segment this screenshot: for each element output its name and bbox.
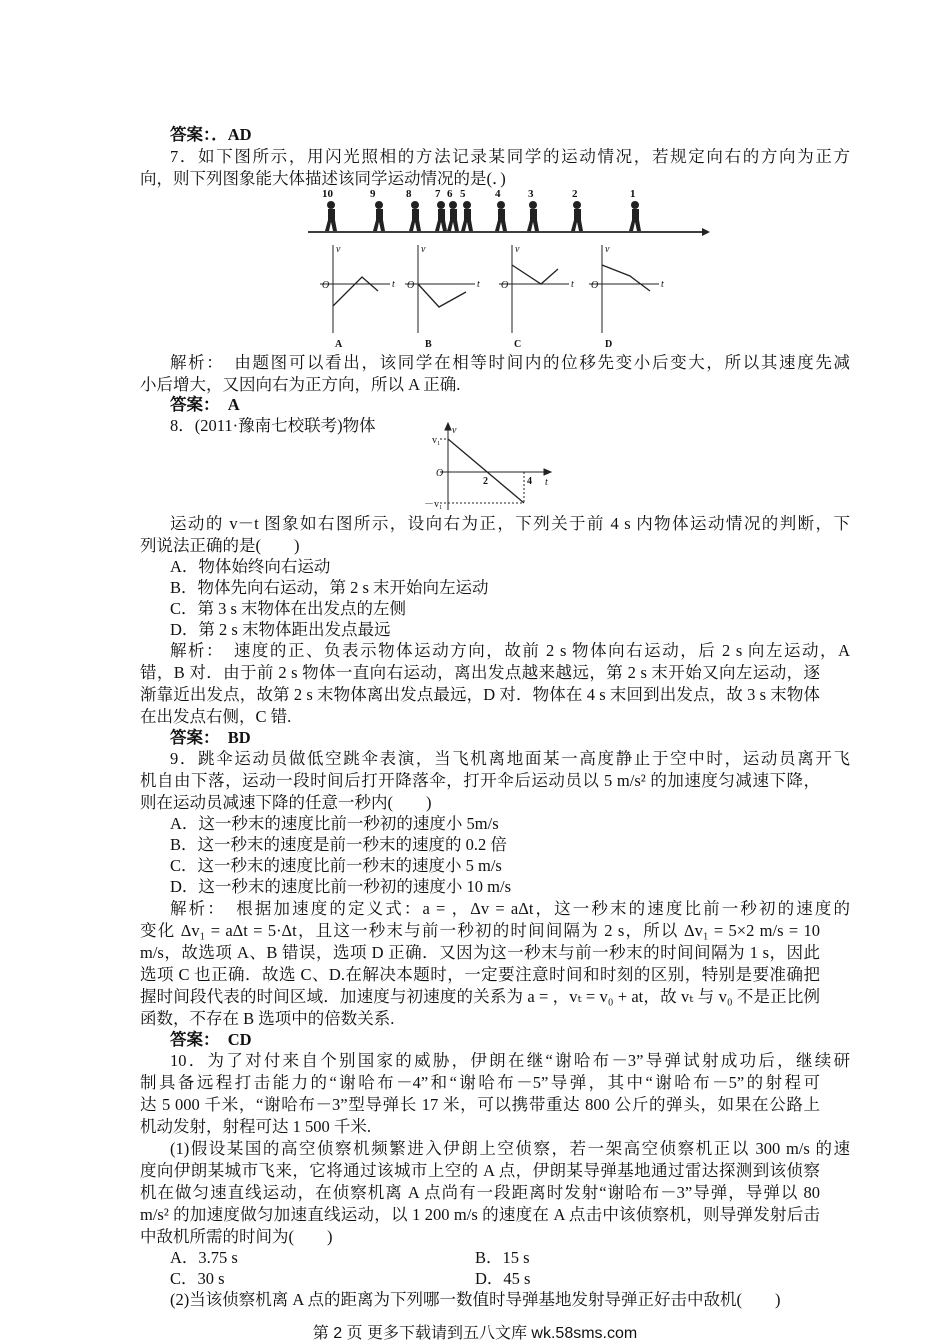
- question-10-part1-line-5: 中敌机所需的时间为( ): [140, 1227, 333, 1246]
- analysis-8-line-3: 渐靠近出发点，故第 2 s 末物体离出发点最远，D 对．物体在 4 s 末回到出发点，故 3 s 末物体: [140, 685, 820, 704]
- flash-number: 9: [370, 188, 376, 200]
- svg-text:t: t: [392, 279, 395, 290]
- flash-number: 1: [630, 188, 636, 200]
- question-7-line-1: 7．如下图所示，用闪光照相的方法记录某同学的运动情况，若规定向右的方向为正方: [170, 147, 850, 166]
- question-10-part1-line-4: m/s² 的加速度做匀加速直线运动，以 1 200 m/s 的速度在 A 点击中该侦察机，则导弹发射后击: [140, 1205, 820, 1224]
- graph-option-c: C: [514, 339, 522, 350]
- svg-text:2: 2: [483, 476, 488, 487]
- runner-silhouettes: [325, 201, 641, 231]
- option-9c: C．这一秒末的速度比前一秒末的速度小 5 m/s: [170, 856, 502, 875]
- graph-option-a: A: [335, 339, 343, 350]
- svg-text:v₁: v₁: [432, 435, 441, 446]
- svg-text:v: v: [336, 244, 341, 255]
- question-10-part1-line-2: 度向伊朗某城市飞来，它将通过该城市上空的 A 点，伊朗某导弹基地通过雷达探测到该侦察: [140, 1161, 820, 1180]
- question-7-line-2: 向，则下列图象能大体描述该同学运动情况的是(．): [140, 169, 506, 188]
- option-9d: D．这一秒末的速度比前一秒初的速度小 10 m/s: [170, 877, 512, 896]
- svg-text:t: t: [477, 279, 480, 290]
- answer-6: 答案：．AD: [170, 125, 252, 144]
- graph-option-b: B: [425, 339, 432, 350]
- flash-number: 7: [435, 188, 441, 200]
- flash-number: 6: [447, 188, 453, 200]
- analysis-8-line-4: 在出发点右侧，C 错.: [140, 707, 292, 726]
- option-10b: B．15 s: [475, 1248, 530, 1267]
- svg-text:t: t: [571, 279, 574, 290]
- option-8d: D．第 2 s 末物体距出发点最远: [170, 620, 391, 639]
- option-10a: A．3.75 s: [170, 1248, 238, 1267]
- answer-7: 答案： A: [170, 395, 240, 414]
- svg-text:t: t: [661, 279, 664, 290]
- option-8b: B．物体先向右运动，第 2 s 末开始向左运动: [170, 578, 489, 597]
- svg-text:v: v: [421, 244, 426, 255]
- option-9a: A．这一秒末的速度比前一秒初的速度小 5m/s: [170, 814, 499, 833]
- svg-text:v: v: [515, 244, 520, 255]
- svg-text:4: 4: [527, 476, 532, 487]
- question-9-line-1: 9．跳伞运动员做低空跳伞表演，当飞机离地面某一高度静止于空中时，运动员离开飞: [170, 749, 850, 768]
- question-10-line-4: 机动发射，射程可达 1 500 千米.: [140, 1117, 371, 1136]
- option-10c: C．30 s: [170, 1269, 225, 1288]
- question-10-part2-text: (2)当该侦察机离 A 点的距离为下列哪一数值时导弹基地发射导弹正好击中敌机( ): [170, 1290, 781, 1309]
- flash-number: 4: [495, 188, 501, 200]
- option-10d: D．45 s: [475, 1269, 531, 1288]
- analysis-8-line-2: 错，B 对．由于前 2 s 物体一直向右运动，离出发点越来越远，第 2 s 末开始又向左运动，逐: [140, 663, 820, 682]
- flash-number: 10: [322, 188, 333, 200]
- analysis-9-line-5: 握时间段代表的时间区域．加速度与初速度的关系为 a = ，vₜ = v₀ + at，故 vₜ 与 v₀ 不是正比例: [140, 987, 820, 1006]
- option-8a: A．物体始终向右运动: [170, 557, 331, 576]
- answer-8: 答案： BD: [170, 728, 251, 747]
- svg-text:O: O: [322, 280, 330, 291]
- svg-text:t: t: [545, 477, 548, 488]
- question-10-line-1: 10．为了对付来自个别国家的威胁，伊朗在继“谢哈布－3”导弹试射成功后，继续研: [170, 1051, 850, 1070]
- question-10-part2: [170, 1289, 850, 1311]
- question-8-line-2: 列说法正确的是( ): [140, 536, 300, 555]
- analysis-9-line-4: 选项 C 也正确．故选 C、D.在解决本题时，一定要注意时间和时刻的区别，特别是要准确把: [140, 965, 820, 984]
- svg-text:O: O: [591, 280, 599, 291]
- option-8c: C．第 3 s 末物体在出发点的左侧: [170, 599, 407, 618]
- svg-text:O: O: [501, 280, 509, 291]
- question-10-line-2: 制具备远程打击能力的“谢哈布－4”和“谢哈布－5”导弹，其中“谢哈布－5”的射程可: [140, 1073, 820, 1092]
- question-9-line-3: 则在运动员减速下降的任意一秒内( ): [140, 793, 432, 812]
- analysis-9-line-6: 函数，不存在 B 选项中的倍数关系.: [140, 1009, 395, 1028]
- answer-9: 答案： CD: [170, 1030, 252, 1049]
- analysis-9-line-3: m/s，故选项 A、B 错误，选项 D 正确．又因为这一秒末与前一秒末的时间间隔为 1 s，因此: [140, 943, 820, 962]
- question-8-intro: 8．(2011·豫南七校联考)物体: [170, 416, 376, 435]
- flash-number: 2: [572, 188, 578, 200]
- flash-number: 3: [528, 188, 534, 200]
- question-9-line-2: 机自由下落，运动一段时间后打开降落伞，打开伞后运动员以 5 m/s² 的加速度匀减速下降，: [140, 771, 820, 790]
- option-9b: B．这一秒末的速度是前一秒末的速度的 0.2 倍: [170, 835, 507, 854]
- svg-text:－v₁: －v₁: [424, 499, 443, 510]
- flash-number: 8: [406, 188, 412, 200]
- graph-option-d: D: [605, 339, 613, 350]
- analysis-9-line-1: 解析： 根据加速度的定义式：a = ，Δv = aΔt，这一秒末的速度比前一秒初的速度的: [170, 899, 850, 918]
- analysis-9-line-2: 变化 Δv₁ = aΔt = 5·Δt，且这一秒末与前一秒初的时间间隔为 2 s，所以 Δv₁ = 5×2 m/s = 10: [140, 921, 820, 940]
- analysis-7-line-2: 小后增大，又因向右为正方向，所以 A 正确.: [140, 375, 461, 394]
- analysis-8-line-1: 解析： 速度的正、负表示物体运动方向，故前 2 s 物体向右运动，后 2 s 向左运动，A: [170, 641, 850, 660]
- question-10-part1-line-3: 机在做匀速直线运动，在侦察机离 A 点尚有一段距离时发射“谢哈布－3”导弹，导弹以 80: [140, 1183, 820, 1202]
- figure-motion-graphs: [300, 183, 710, 353]
- svg-text:O: O: [436, 468, 444, 479]
- question-10-part1-line-1: (1)假设某国的高空侦察机频繁进入伊朗上空侦察，若一架高空侦察机正以 300 m/s 的速: [170, 1139, 850, 1158]
- analysis-7-line-1: 解析： 由题图可以看出，该同学在相等时间内的位移先变小后变大，所以其速度先减: [170, 353, 850, 372]
- question-8-line-1: 运动的 v－t 图象如右图所示，设向右为正，下列关于前 4 s 内物体运动情况的判断，下: [170, 514, 850, 533]
- svg-text:v: v: [452, 425, 457, 436]
- svg-text:v: v: [605, 244, 610, 255]
- page-footer: 第 2 页 更多下载请到五八文库 wk.58sms.com: [312, 1325, 638, 1342]
- question-10-line-3: 达 5 000 千米，“谢哈布－3”型导弹长 17 米，可以携带重达 800 公斤的弹头，如果在公路上: [140, 1095, 820, 1114]
- svg-text:O: O: [407, 280, 415, 291]
- flash-number: 5: [460, 188, 466, 200]
- figure-vt-graph: [418, 422, 558, 514]
